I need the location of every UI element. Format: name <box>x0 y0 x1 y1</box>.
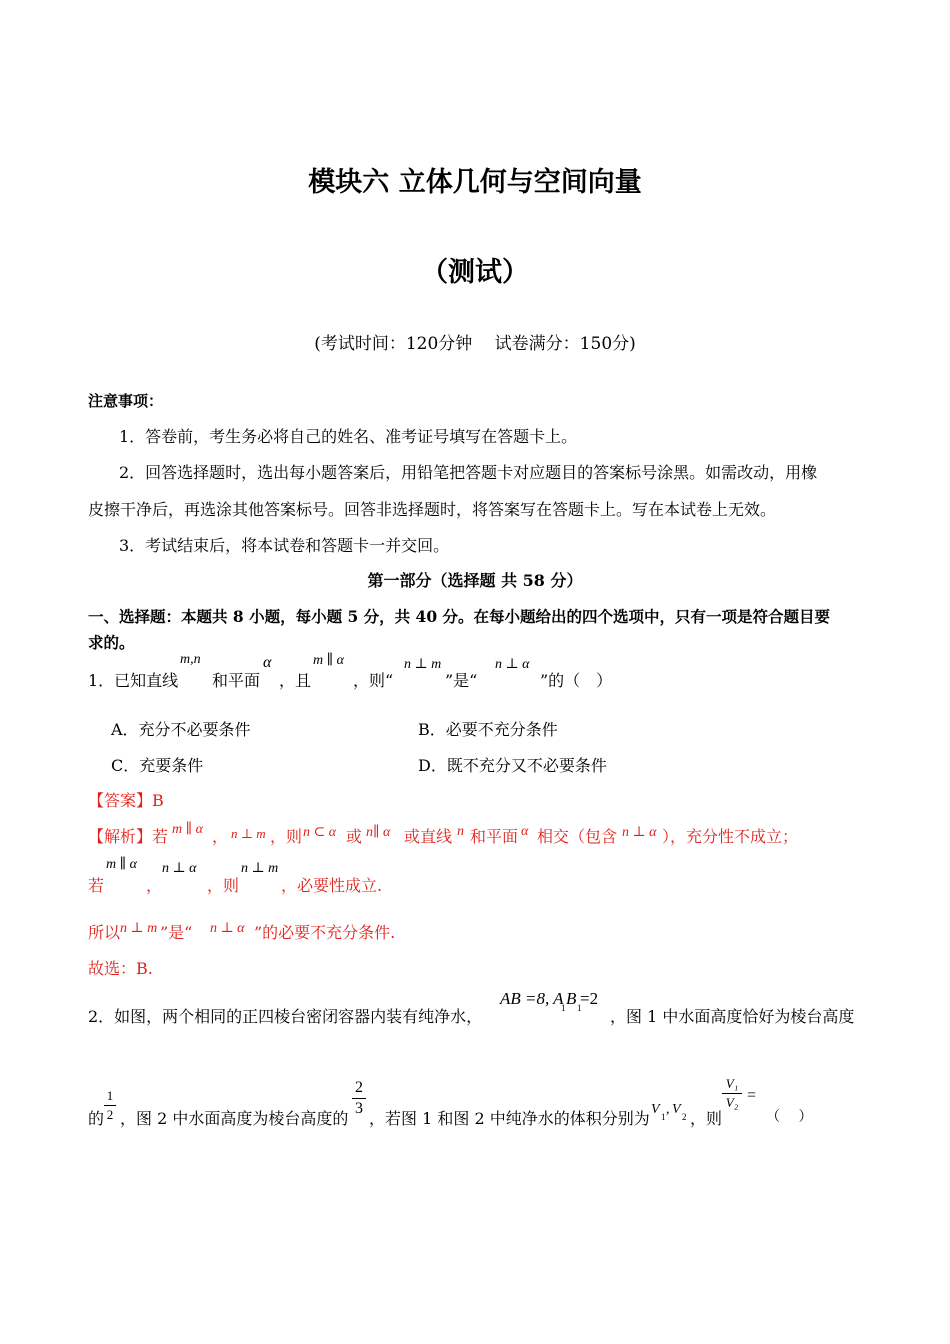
fraction-denominator: V₂ <box>725 1095 739 1110</box>
q2-text: ，图 1 中水面高度恰好为棱台高度 <box>610 1007 855 1026</box>
analysis-math: n ⊥ m <box>120 921 158 936</box>
q1-text: 和平面 <box>212 671 261 690</box>
notice-item: 皮擦干净后，再选涂其他答案标号。回答非选择题时，将答案写在答题卡上。写在本试卷上无效。 <box>88 500 777 519</box>
q1-math-mn: m,n <box>180 652 201 667</box>
fraction-numerator: 2 <box>355 1079 363 1096</box>
notice-heading: 注意事项： <box>88 392 164 410</box>
q1-analysis-conclusion: 故选：B. <box>88 959 153 978</box>
page-subtitle: （测试） <box>421 257 529 288</box>
analysis-math: n ⊥ m <box>231 826 266 841</box>
analysis-text: ，必要性成立. <box>281 876 383 895</box>
analysis-text: ， <box>146 876 163 895</box>
analysis-text: 【解析】若 <box>88 827 169 846</box>
q1-text: ”的（ ） <box>540 671 613 690</box>
q2-math-sub: 1 <box>577 1003 582 1013</box>
analysis-text: 相交（包含 <box>537 827 618 846</box>
option-d[interactable]: D．既不充分又不必要条件 <box>418 756 607 775</box>
analysis-math: n ⊂ α <box>303 825 337 840</box>
q2-math-sub: 2 <box>682 1112 687 1122</box>
q1-math-perp2: n ⊥ α <box>495 657 530 672</box>
analysis-text: 或直线 <box>404 827 453 846</box>
analysis-math: n ⊥ α <box>210 921 245 936</box>
q2-math-ab: AB =8, A <box>500 989 564 1008</box>
q2-text: 2．如图，两个相同的正四棱台密闭容器内装有纯净水， <box>88 1007 483 1026</box>
analysis-text: 若 <box>88 876 105 895</box>
option-c[interactable]: C．充要条件 <box>111 756 204 775</box>
q2-answer-blank[interactable]: （ ） <box>766 1109 813 1125</box>
page-title: 模块六 立体几何与空间向量 <box>308 167 642 198</box>
option-b[interactable]: B．必要不充分条件 <box>418 720 558 739</box>
q2-math-eq2: =2 <box>580 989 599 1008</box>
section1-line2: 求的。 <box>88 633 135 652</box>
q1-text: ，则“ <box>353 671 394 690</box>
q2-math-sub: 1 <box>561 1003 566 1013</box>
analysis-math: n <box>457 824 464 839</box>
q1-text: 1．已知直线 <box>88 671 179 690</box>
section1-line1: 一、选择题：本题共 8 小题，每小题 5 分，共 40 分。在每小题给出的四个选项中，只有一项是符合题目要 <box>88 607 831 626</box>
q2-math-b: B <box>566 989 577 1008</box>
q2-fraction-v1-v2 <box>722 1076 742 1111</box>
analysis-text: 和平面 <box>470 827 519 846</box>
exam-info: (考试时间：120分钟 试卷满分：150分) <box>314 334 636 354</box>
q1-text: ，且 <box>279 671 312 690</box>
fraction-denominator: 2 <box>106 1107 114 1122</box>
q2-fraction-half <box>104 1088 116 1123</box>
fraction-numerator: V₁ <box>725 1076 739 1091</box>
q1-answer: 【答案】B <box>88 791 164 810</box>
analysis-math: n ⊥ m <box>241 861 279 876</box>
q1-text: ”是“ <box>445 671 478 690</box>
q2-math-sub: 1 <box>661 1112 666 1122</box>
q2-text: ，则 <box>690 1109 723 1128</box>
notice-item: 2．回答选择题时，选出每小题答案后，用铅笔把答题卡对应题目的答案标号涂黑。如需改动，用橡 <box>119 463 818 482</box>
q1-math-perp1: n ⊥ m <box>404 657 442 672</box>
q1-math-parallel: m ∥ α <box>313 653 344 668</box>
analysis-text: ，则 <box>270 827 303 846</box>
analysis-math: n ⊥ α <box>622 825 657 840</box>
q2-text: 的 <box>88 1109 105 1128</box>
option-a[interactable]: A．充分不必要条件 <box>111 720 251 739</box>
q2-math-comma: , <box>666 1102 670 1117</box>
q1-math-alpha: α <box>263 654 272 671</box>
q2-math-v2: V <box>672 1102 681 1117</box>
analysis-math: m ∥ α <box>172 822 203 837</box>
analysis-text: ， <box>212 827 229 846</box>
q2-text: ，图 2 中水面高度为棱台高度的 <box>120 1109 349 1128</box>
notice-item: 3．考试结束后，将本试卷和答题卡一并交回。 <box>119 536 450 555</box>
part1-heading: 第一部分（选择题 共 58 分） <box>367 571 583 590</box>
analysis-text: ”的必要不充分条件. <box>254 923 396 942</box>
analysis-text: 或 <box>346 827 363 846</box>
q2-math-v1: V <box>651 1102 660 1117</box>
fraction-numerator: 1 <box>106 1088 114 1103</box>
analysis-text: 所以 <box>88 923 121 942</box>
q2-math-equals: = <box>747 1087 757 1104</box>
q2-text: ，若图 1 和图 2 中纯净水的体积分别为 <box>369 1109 650 1128</box>
fraction-denominator: 3 <box>355 1100 363 1117</box>
analysis-math: n ⊥ α <box>162 861 197 876</box>
analysis-text: ”是“ <box>160 923 193 942</box>
notice-item: 1．答卷前，考生务必将自己的姓名、准考证号填写在答题卡上。 <box>119 427 578 446</box>
analysis-math: n∥ α <box>366 825 391 840</box>
analysis-math: m ∥ α <box>106 857 137 872</box>
analysis-text: ），充分性不成立； <box>662 827 799 846</box>
analysis-math: α <box>521 824 529 839</box>
analysis-text: ，则 <box>207 876 240 895</box>
q2-fraction-two-thirds <box>352 1079 366 1118</box>
